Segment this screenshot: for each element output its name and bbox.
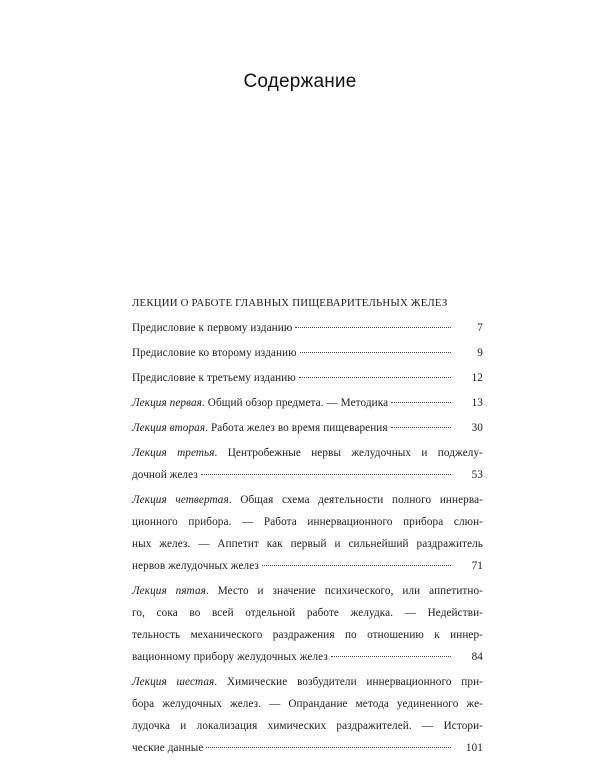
section-heading: ЛЕКЦИИ О РАБОТЕ ГЛАВНЫХ ПИЩЕВАРИТЕЛЬНЫХ ЖЕЛЕЗ: [132, 297, 448, 309]
entry-title: Предисловие к первому изданию: [132, 322, 293, 334]
lecture-label: Лекция третья: [132, 447, 215, 459]
toc-entry[interactable]: [132, 671, 483, 759]
page-number: 101: [465, 742, 483, 754]
entry-title: . Работа желез во время пищеварения: [205, 422, 388, 434]
dot-leader: [391, 402, 451, 403]
entry-line: нервов желудочных желез: [132, 560, 259, 572]
lecture-label: Лекция четвертая: [132, 494, 229, 506]
entry-line: . Общая схема деятельности полного иннерва-: [228, 494, 483, 506]
page-number: 9: [477, 347, 483, 359]
dot-leader: [262, 565, 451, 566]
entry-line: го, сока во всей отдельной работе желудка. — Недействи-: [132, 607, 483, 619]
entry-line: вационному прибору желудочных желез: [132, 651, 328, 663]
toc-entry[interactable]: [132, 392, 483, 414]
toc-entry[interactable]: [132, 580, 483, 668]
dot-leader: [391, 427, 451, 428]
table-of-contents: [132, 292, 483, 762]
dot-leader: [295, 327, 451, 328]
entry-line: ных желез. — Аппетит как первый и сильнейший раздражитель: [132, 538, 483, 550]
entry-line: . Химические возбудители иннервационного при-: [214, 676, 483, 688]
entry-title: . Общий обзор предмета. — Методика: [202, 397, 389, 409]
dot-leader: [201, 474, 451, 475]
entry-line: . Центробежные нервы желудочных и поджелу-: [214, 447, 484, 459]
toc-entry[interactable]: [132, 417, 483, 439]
entry-title: Предисловие ко второму изданию: [132, 347, 297, 359]
lecture-label: Лекция первая: [132, 397, 202, 409]
dot-leader: [300, 352, 451, 353]
dot-leader: [206, 747, 451, 748]
toc-entry[interactable]: [132, 367, 483, 389]
dot-leader: [299, 377, 451, 378]
page-number: 71: [471, 560, 483, 572]
page-number: 13: [471, 397, 483, 409]
entry-line: ческие данные: [132, 742, 204, 754]
entry-line: бора желудочных желез. — Опранданиe метода уединенного же-: [132, 698, 483, 710]
toc-entry[interactable]: [132, 342, 483, 364]
dot-leader: [331, 656, 451, 657]
entry-line: ционного прибора. — Работа иннервационного прибора слюн-: [132, 516, 483, 528]
toc-entry[interactable]: [132, 442, 483, 486]
toc-entry[interactable]: [132, 317, 483, 339]
entry-title: Предисловие к третьему изданию: [132, 372, 296, 384]
lecture-label: Лекция шестая: [132, 676, 215, 688]
page-number: 53: [471, 469, 483, 481]
entry-line: дочной желез: [132, 469, 198, 481]
toc-entry[interactable]: [132, 489, 483, 577]
page-number: 7: [477, 322, 483, 334]
entry-line: тельность механического раздражения по отношению к иннер-: [132, 629, 483, 641]
page-number: 84: [471, 651, 483, 663]
page-number: 12: [471, 372, 483, 384]
lecture-label: Лекция пятая: [132, 585, 206, 597]
page-number: 30: [471, 422, 483, 434]
entry-line: . Место и значение психического, или аппетитно-: [205, 585, 484, 597]
lecture-label: Лекция вторая: [132, 422, 206, 434]
page-title: Содержание: [243, 71, 357, 92]
entry-line: лудочка и локализация химических раздражителей. — Истори-: [132, 720, 483, 732]
